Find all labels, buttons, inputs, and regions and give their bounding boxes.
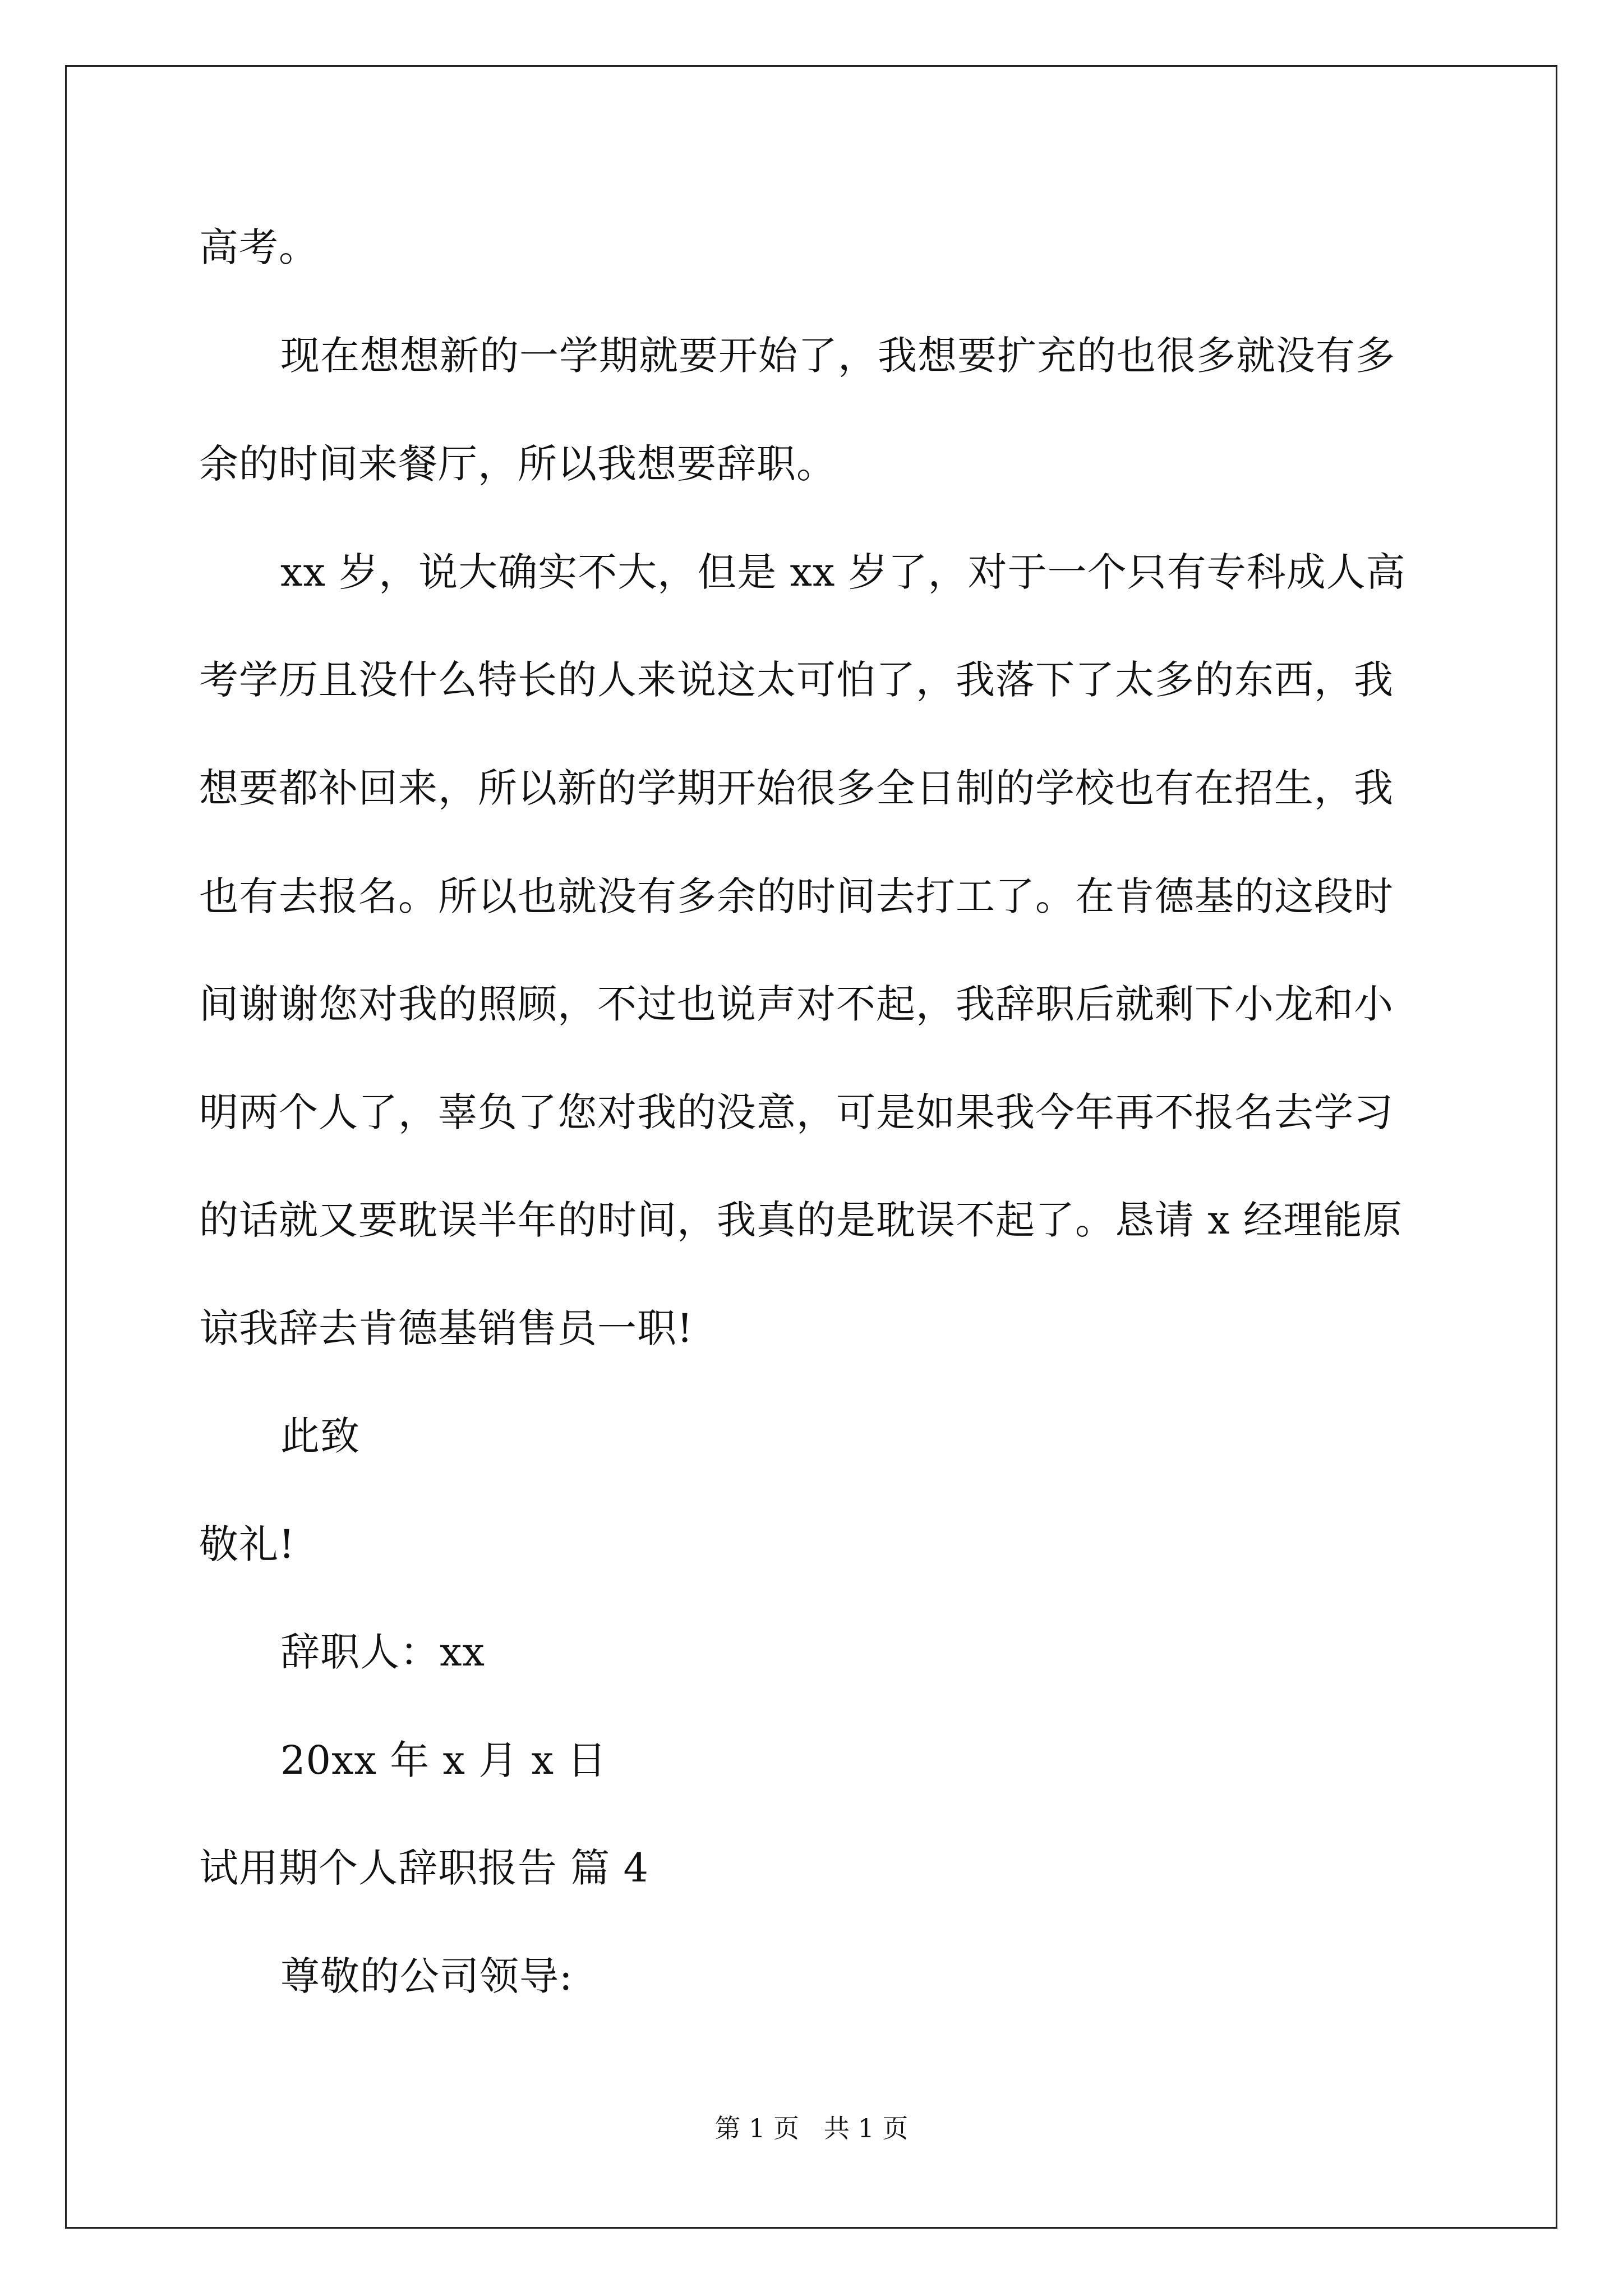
text-line: 明两个人了，辜负了您对我的没意，可是如果我今年再不报名去学习 xyxy=(199,1089,1394,1135)
text-line: 高考。 xyxy=(199,224,319,270)
text-line: 尊敬的公司领导: xyxy=(280,1953,573,1999)
text-line: 现在想想新的一学期就要开始了，我想要扩充的也很多就没有多 xyxy=(280,333,1395,379)
text-line: 考学历且没什么特长的人来说这太可怕了，我落下了太多的东西，我 xyxy=(199,657,1394,703)
text-line: 敬礼! xyxy=(199,1521,296,1567)
text-line: 余的时间来餐厅，所以我想要辞职。 xyxy=(199,441,836,487)
text-line: 20xx 年 x 月 x 日 xyxy=(280,1737,607,1783)
text-line: 此致 xyxy=(280,1413,360,1459)
page-border xyxy=(65,65,1557,2229)
text-line: xx 岁，说大确实不大，但是 xx 岁了，对于一个只有专科成人高 xyxy=(280,549,1406,595)
text-line: 间谢谢您对我的照顾，不过也说声对不起，我辞职后就剩下小龙和小 xyxy=(199,981,1394,1027)
text-line: 谅我辞去肯德基销售员一职! xyxy=(199,1305,694,1351)
text-line: 也有去报名。所以也就没有多余的时间去打工了。在肯德基的这段时 xyxy=(199,873,1394,919)
text-line: 的话就又要耽误半年的时间，我真的是耽误不起了。恳请 x 经理能原 xyxy=(199,1197,1403,1243)
text-line: 想要都补回来，所以新的学期开始很多全日制的学校也有在招生，我 xyxy=(199,765,1394,811)
section-heading: 试用期个人辞职报告 篇 4 xyxy=(199,1845,649,1891)
text-line: 辞职人：xx xyxy=(280,1629,485,1675)
page-number-footer: 第 1 页 共 1 页 xyxy=(714,2113,909,2143)
